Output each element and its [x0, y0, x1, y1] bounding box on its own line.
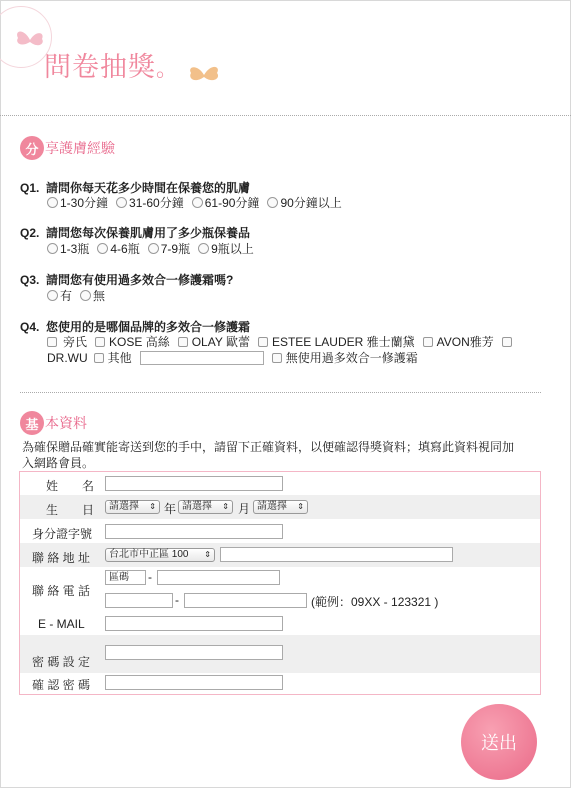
mobile-prefix-input[interactable] — [105, 593, 173, 608]
radio-button[interactable] — [47, 290, 58, 301]
form-row-phone — [20, 567, 540, 611]
radio-button[interactable] — [198, 243, 209, 254]
intro-text: 為確保贈品確實能寄送到您的手中，請留下正確資料，以便確認得獎資料；填寫此資料視同加入網路會員。 — [22, 440, 515, 470]
divider — [20, 392, 541, 393]
radio-button[interactable] — [47, 197, 58, 208]
password-input[interactable] — [105, 645, 283, 660]
radio-button[interactable] — [148, 243, 159, 254]
birth-day-select[interactable]: 請選擇 ⇕ — [253, 500, 308, 514]
checkbox[interactable] — [258, 337, 268, 347]
radio-option[interactable]: 9瓶以上 — [198, 240, 254, 257]
birth-year-select[interactable]: 請選擇 ⇕ — [105, 500, 160, 514]
radio-button[interactable] — [267, 197, 278, 208]
checkbox[interactable] — [423, 337, 433, 347]
question-4: Q4. 您使用的是哪個品牌的多效合一修護霜 — [20, 320, 251, 334]
radio-option[interactable]: 1-30分鐘 — [47, 194, 108, 211]
section-title: 享護膚經驗 — [45, 140, 115, 156]
form-row-password — [20, 635, 540, 673]
chevron-updown-icon: ⇕ — [149, 502, 156, 511]
area-code-input[interactable]: 區碼 — [105, 570, 146, 585]
form-row-email — [20, 611, 540, 635]
checkbox[interactable] — [502, 337, 512, 347]
radio-button[interactable] — [80, 290, 91, 301]
radio-option[interactable]: 有 — [47, 287, 72, 304]
year-unit: 年 — [164, 502, 177, 516]
checkbox-option[interactable]: AVON雅芳 — [423, 333, 494, 350]
phone-dash: - — [148, 570, 152, 584]
radio-option[interactable]: 1-3瓶 — [47, 240, 89, 257]
checkbox[interactable] — [95, 337, 105, 347]
question-2: Q2. 請問您每次保養肌膚用了多少瓶保養品 — [20, 226, 251, 240]
chevron-updown-icon: ⇕ — [204, 550, 211, 559]
question-4-options-row1 — [47, 333, 512, 350]
mobile-dash: - — [175, 593, 179, 607]
checkbox[interactable] — [94, 353, 104, 363]
label-password: 密 碼 設 定 — [32, 655, 91, 669]
form-row-id — [20, 519, 540, 543]
section-badge: 分 — [20, 136, 44, 160]
radio-button[interactable] — [192, 197, 203, 208]
section-badge: 基 — [20, 411, 44, 435]
question-4-options-row2 — [47, 349, 426, 366]
chevron-updown-icon: ⇕ — [297, 502, 304, 511]
butterfly-icon — [14, 28, 46, 52]
radio-option[interactable]: 90分鐘以上 — [267, 194, 341, 211]
question-1-options — [47, 194, 350, 211]
confirm-password-input[interactable] — [105, 675, 283, 690]
radio-button[interactable] — [116, 197, 127, 208]
label-email: E - MAIL — [38, 617, 85, 631]
id-number-input[interactable] — [105, 524, 283, 539]
checkbox-option[interactable]: 旁氏 — [47, 333, 87, 350]
question-2-options — [47, 240, 262, 257]
form-row-birthday — [20, 495, 540, 519]
label-address: 聯 絡 地 址 — [32, 551, 91, 565]
birth-month-select[interactable]: 請選擇 ⇕ — [178, 500, 233, 514]
page-title: 問卷抽獎。 — [44, 52, 180, 83]
radio-option[interactable]: 31-60分鐘 — [116, 194, 184, 211]
label-phone: 聯 絡 電 話 — [32, 584, 91, 598]
name-input[interactable] — [105, 476, 283, 491]
form-row-name — [20, 472, 540, 495]
address-input[interactable] — [220, 547, 453, 562]
divider — [0, 115, 571, 116]
question-1: Q1. 請問你每天花多少時間在保養您的肌膚 — [20, 181, 251, 195]
section-heading-basic-info — [20, 411, 87, 435]
radio-option[interactable]: 4-6瓶 — [97, 240, 139, 257]
form-row-address — [20, 543, 540, 567]
option-label-drwu: DR.WU — [47, 350, 88, 365]
checkbox-option[interactable]: KOSE 高絲 — [95, 333, 170, 350]
member-form — [19, 471, 541, 695]
form-row-confirm-password — [20, 673, 540, 694]
phone-number-input[interactable] — [157, 570, 280, 585]
checkbox[interactable] — [272, 353, 282, 363]
radio-button[interactable] — [47, 243, 58, 254]
radio-option[interactable]: 61-90分鐘 — [192, 194, 260, 211]
radio-option[interactable]: 無 — [80, 287, 105, 304]
checkbox-option[interactable]: 其他 — [94, 349, 132, 366]
label-name: 姓 名 — [46, 479, 95, 493]
radio-button[interactable] — [97, 243, 108, 254]
label-id: 身分證字號 — [32, 527, 93, 541]
question-3-options — [47, 287, 113, 304]
month-unit: 月 — [238, 502, 251, 516]
section-title: 本資料 — [45, 415, 87, 431]
butterfly-icon — [186, 62, 222, 86]
checkbox-option[interactable]: ESTEE LAUDER 雅士蘭黛 — [258, 333, 415, 350]
checkbox-option[interactable]: OLAY 歐蕾 — [178, 333, 250, 350]
question-3: Q3. 請問您有使用過多效合一修護霜嗎? — [20, 273, 234, 287]
checkbox-option[interactable]: 無使用過多效合一修護霜 — [272, 349, 418, 366]
phone-example: (範例：09XX - 123321 ) — [311, 595, 439, 609]
other-brand-input[interactable] — [140, 351, 264, 365]
email-input[interactable] — [105, 616, 283, 631]
checkbox[interactable] — [47, 337, 57, 347]
checkbox[interactable] — [178, 337, 188, 347]
section-heading-experience — [20, 136, 115, 160]
radio-option[interactable]: 7-9瓶 — [148, 240, 190, 257]
chevron-updown-icon: ⇕ — [222, 502, 229, 511]
submit-button[interactable]: 送出 — [461, 704, 537, 780]
label-birthday: 生 日 — [46, 503, 95, 517]
mobile-number-input[interactable] — [184, 593, 307, 608]
district-select[interactable]: 台北市中正區 100 ⇕ — [105, 548, 215, 562]
label-confirm-password: 確 認 密 碼 — [32, 678, 91, 692]
